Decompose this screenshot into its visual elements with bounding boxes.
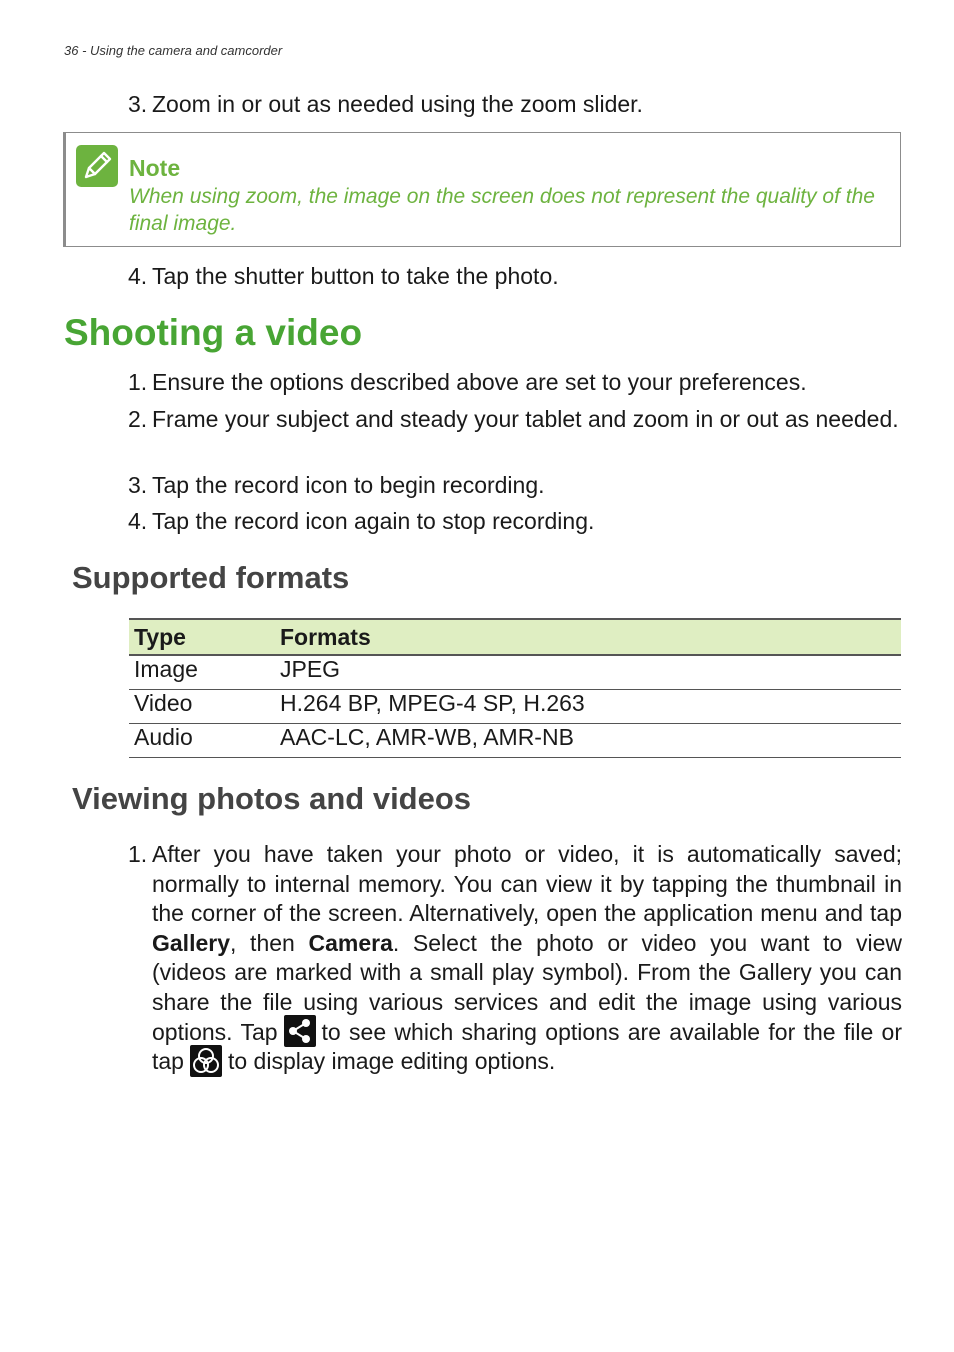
table-row: Video H.264 BP, MPEG-4 SP, H.263: [129, 690, 901, 724]
column-header-type: Type: [129, 619, 275, 655]
table-row: Audio AAC-LC, AMR-WB, AMR-NB: [129, 724, 901, 758]
formats-table: [129, 618, 901, 758]
list-item: 1. Ensure the options described above are set to your preferences.: [128, 369, 807, 395]
list-item: 1. After you have taken your photo or video, it is automatically saved; normally to internal memory. You can view it by tapping the thumbnail in the corner of the screen. Alternatively, open the application menu and tap Gallery, then Camera. Select the photo or video you want to view (videos are marked with a small play symbol). From the Gallery you can share the file using various services and edit the image using various options. Tap to see which sharing options are available for the file or tap to display image editing options.: [128, 840, 902, 1077]
note-text: When using zoom, the image on the screen does not represent the quality of the final image.: [129, 185, 875, 235]
section-title-shooting-video: Shooting a video: [64, 312, 363, 353]
column-header-formats: Formats: [275, 619, 901, 655]
pencil-icon: [76, 145, 118, 187]
note-box: [63, 132, 901, 247]
table-header-row: [129, 619, 901, 655]
share-icon: [284, 1015, 316, 1047]
edit-icon: [190, 1045, 222, 1077]
section-title-viewing: Viewing photos and videos: [72, 781, 472, 816]
list-item: 2. Frame your subject and steady your tablet and zoom in or out as needed.: [128, 406, 899, 432]
list-item: 4. Tap the shutter button to take the photo.: [128, 263, 559, 289]
list-item: 3. Tap the record icon to begin recording.: [128, 472, 545, 498]
section-title-supported-formats: Supported formats: [72, 560, 350, 595]
note-title: Note: [129, 155, 181, 181]
table-row: Image JPEG: [129, 655, 901, 690]
page-header: 36 - Using the camera and camcorder: [64, 43, 283, 58]
list-item: 3. Zoom in or out as needed using the zoom slider.: [128, 91, 643, 117]
viewing-paragraph: After you have taken your photo or video, it is automatically saved; normally to internal memory. You can view it by tapping the thumbnail in the corner of the screen. Alternatively, open the application menu and tap Gallery, then Camera. Select the photo or video you want to view (videos are marked with a small play symbol). From the Gallery you can share the file using various services and edit the image using various options. Tap to see which sharing options are available for the file or tap to display image editing options.: [152, 840, 902, 1077]
list-item: 4. Tap the record icon again to stop recording.: [128, 508, 595, 534]
